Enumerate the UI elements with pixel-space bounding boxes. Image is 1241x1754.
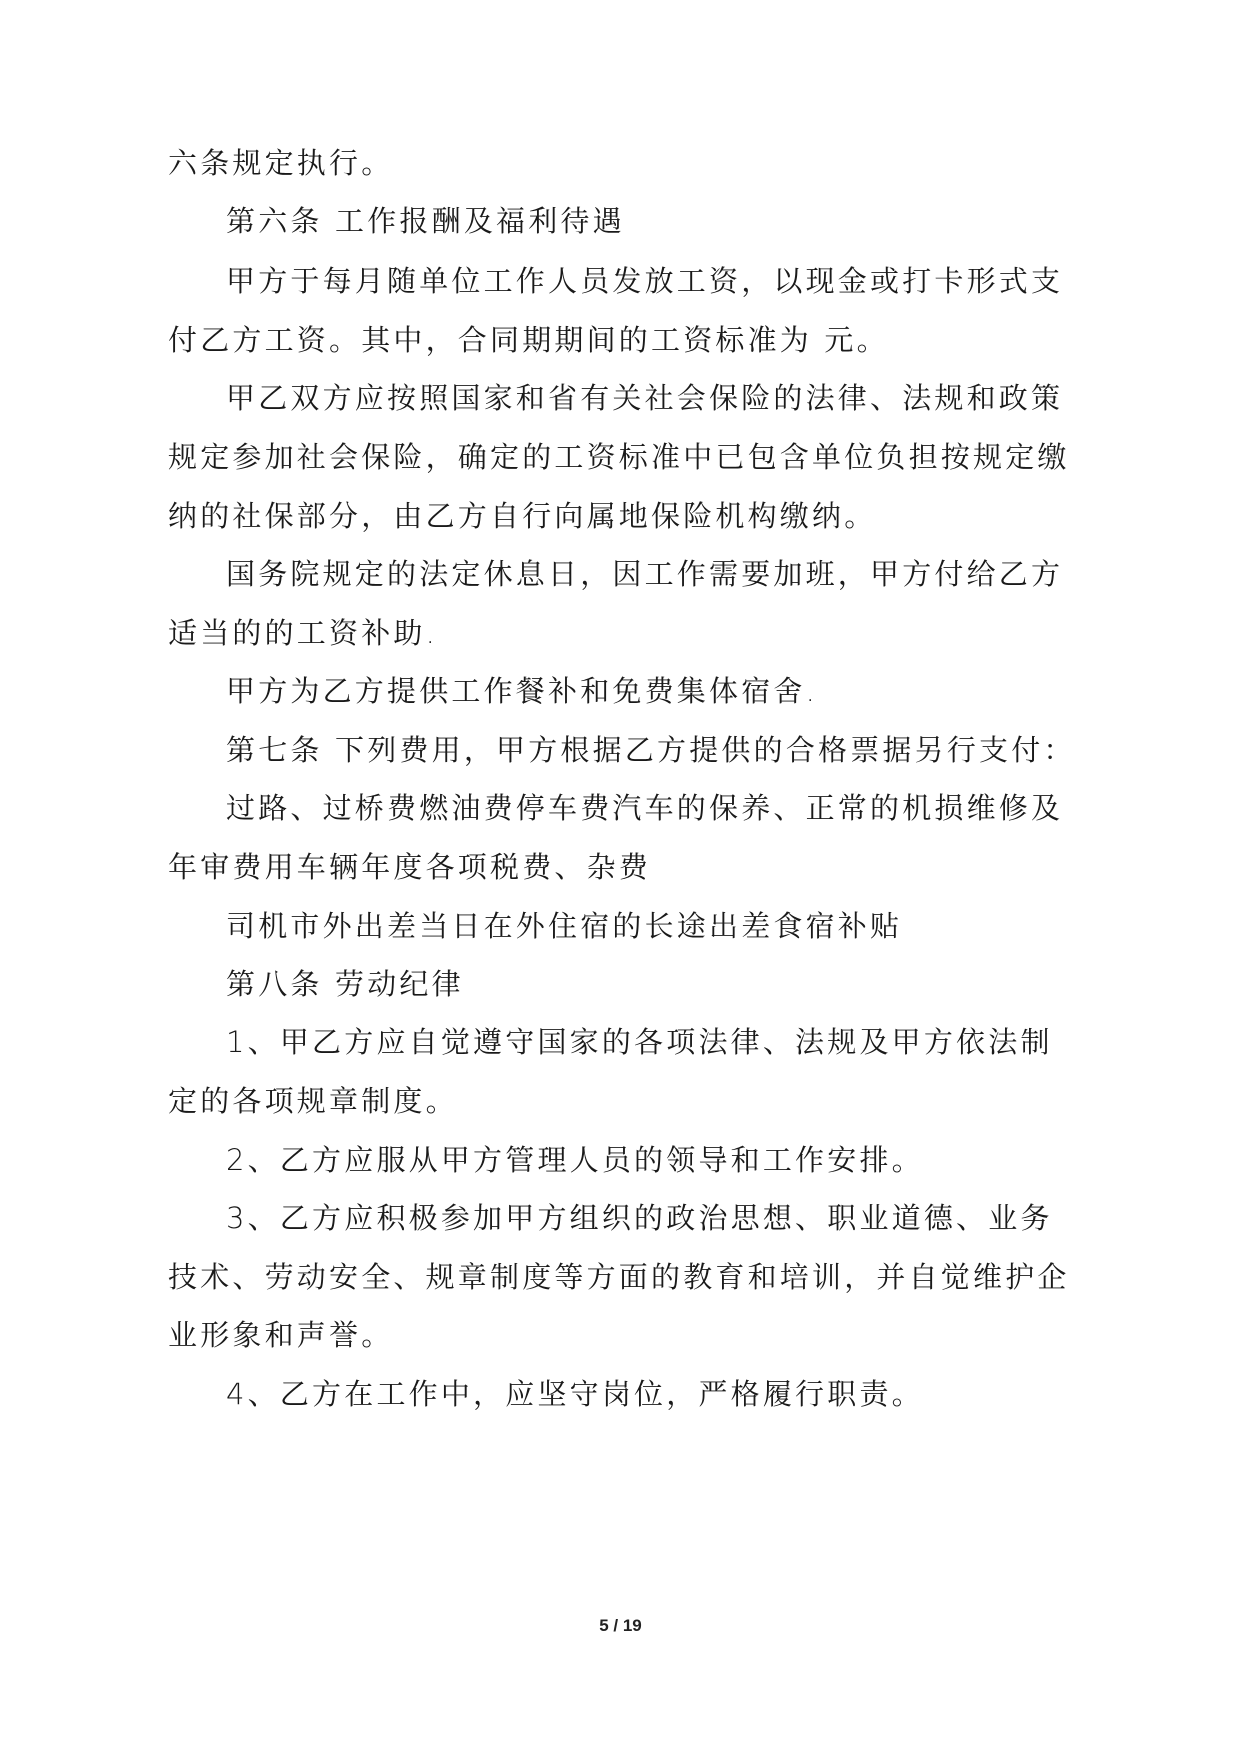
text-line-20: 技术、劳动安全、规章制度等方面的教育和培训，并自觉维护企 (168, 1260, 1070, 1294)
text-line-7: 纳的社保部分，由乙方自行向属地保险机构缴纳。 (168, 499, 877, 533)
section-heading-6: 第六条 工作报酬及福利待遇 (226, 204, 625, 238)
text-line-3: 甲方于每月随单位工作人员发放工资，以现金或打卡形式支 (226, 264, 1064, 298)
section-heading-8: 第八条 劳动纪律 (226, 967, 464, 1001)
text-line-12: 过路、过桥费燃油费停车费汽车的保养、正常的机损维修及 (226, 791, 1064, 825)
text-line-5: 甲乙双方应按照国家和省有关社会保险的法律、法规和政策 (226, 381, 1064, 415)
text-line-6: 规定参加社会保险，确定的工资标准中已包含单位负担按规定缴 (168, 440, 1070, 474)
text-line-13: 年审费用车辆年度各项税费、杂费 (168, 850, 652, 884)
page-number: 5 / 19 (599, 1616, 642, 1635)
text-line-22: 4、乙方在工作中，应坚守岗位，严格履行职责。 (226, 1377, 924, 1411)
text-line-9: 适当的的工资补助. (168, 616, 439, 650)
text-line-1: 六条规定执行。 (168, 146, 394, 180)
text-line-16: 1、甲乙方应自觉遵守国家的各项法律、法规及甲方依法制 (226, 1025, 1053, 1059)
text-line-18: 2、乙方应服从甲方管理人员的领导和工作安排。 (226, 1143, 924, 1177)
section-heading-7: 第七条 下列费用，甲方根据乙方提供的合格票据另行支付： (226, 733, 1076, 767)
text-line-10: 甲方为乙方提供工作餐补和免费集体宿舍. (226, 674, 819, 708)
text-line-17: 定的各项规章制度。 (168, 1084, 458, 1118)
text-line-21: 业形象和声誉。 (168, 1318, 394, 1352)
text-line-14: 司机市外出差当日在外住宿的长途出差食宿补贴 (226, 909, 903, 943)
text-line-19: 3、乙方应积极参加甲方组织的政治思想、职业道德、业务 (226, 1201, 1053, 1235)
text-line-4: 付乙方工资。其中，合同期期间的工资标准为 元。 (168, 323, 889, 357)
text-line-8: 国务院规定的法定休息日，因工作需要加班，甲方付给乙方 (226, 557, 1064, 591)
